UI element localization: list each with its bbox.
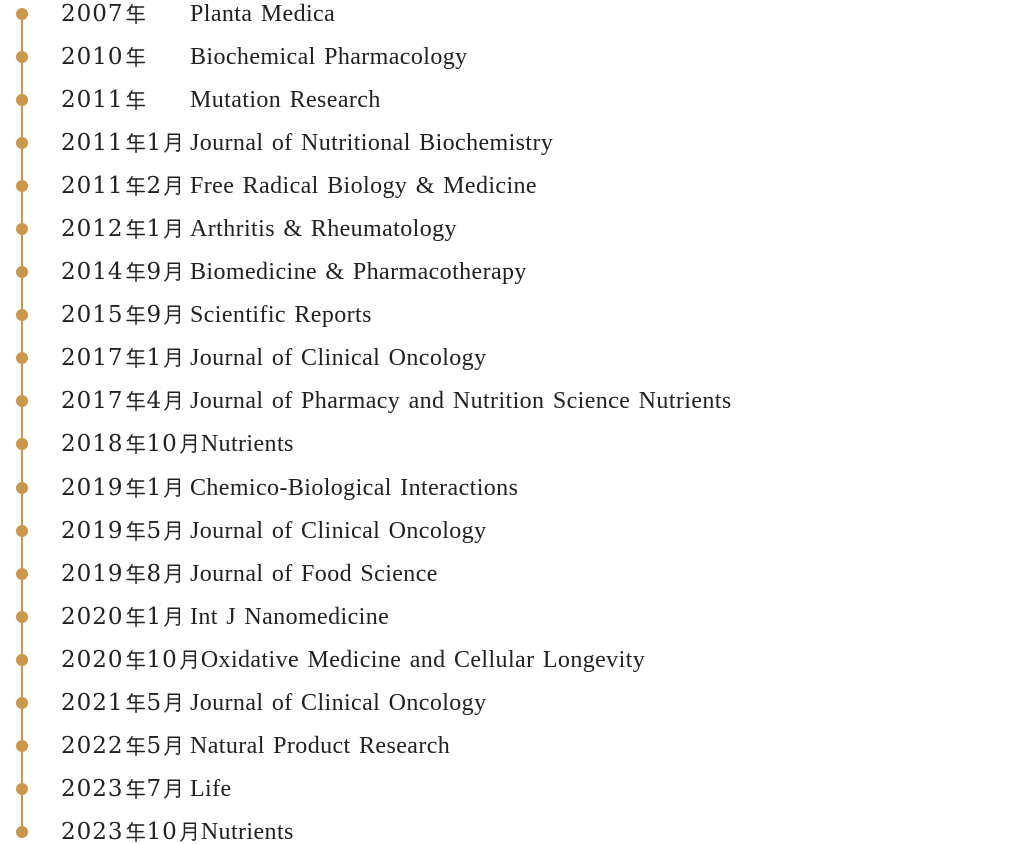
timeline-entry (0, 164, 1028, 207)
timeline-entry (0, 552, 1028, 595)
timeline-entry (0, 380, 1028, 423)
entry-journal: Journal of Food Science (190, 560, 438, 587)
month-character-icon (179, 649, 200, 670)
date-number: 9 (146, 302, 163, 329)
timeline-entry (0, 337, 1028, 380)
month-character-icon (163, 347, 184, 368)
date-number: 2018 (61, 431, 124, 458)
timeline-dot (16, 482, 28, 494)
timeline-entry (0, 509, 1028, 552)
entry-date (61, 389, 190, 413)
month-character-icon (163, 563, 184, 584)
month-character-icon (163, 261, 184, 282)
timeline-dot (16, 697, 28, 709)
timeline-entry (0, 423, 1028, 466)
year-character-icon (125, 89, 146, 110)
entry-journal: Biochemical Pharmacology (190, 43, 468, 70)
year-character-icon (125, 606, 146, 627)
year-character-icon (125, 46, 146, 67)
timeline-dot (16, 395, 28, 407)
timeline-dot (16, 352, 28, 364)
entry-journal: Journal of Pharmacy and Nutrition Science Nutrients (190, 388, 732, 415)
date-number: 1 (146, 474, 163, 501)
year-character-icon (125, 218, 146, 239)
timeline-dot (16, 94, 28, 106)
date-number: 2007 (61, 0, 124, 27)
month-character-icon (163, 606, 184, 627)
date-number: 5 (146, 690, 163, 717)
date-number: 2011 (61, 86, 124, 113)
entry-date (61, 476, 190, 500)
date-number: 1 (146, 129, 163, 156)
month-character-icon (163, 132, 184, 153)
entry-journal: Oxidative Medicine and Cellular Longevity (200, 646, 646, 673)
date-number: 10 (146, 431, 178, 458)
timeline-entry (0, 294, 1028, 337)
entry-journal: Natural Product Research (190, 733, 451, 760)
entry-date (61, 131, 190, 155)
entry-journal: Int J Nanomedicine (190, 603, 390, 630)
timeline-entry (0, 595, 1028, 638)
date-number: 10 (146, 819, 178, 844)
timeline-dot (16, 266, 28, 278)
entry-date (61, 734, 190, 758)
timeline-entry (0, 768, 1028, 811)
entry-date (61, 820, 201, 844)
date-number: 5 (146, 733, 163, 760)
timeline-dot (16, 783, 28, 795)
date-number: 2011 (61, 172, 124, 199)
entry-journal: Mutation Research (190, 86, 381, 113)
timeline-entry (0, 638, 1028, 681)
date-number: 2017 (61, 345, 124, 372)
entry-journal: Nutrients (200, 819, 294, 844)
timeline-dot (16, 309, 28, 321)
date-number: 10 (146, 646, 178, 673)
date-number: 2015 (61, 302, 124, 329)
entry-date (61, 432, 201, 456)
timeline-dot (16, 611, 28, 623)
entry-date (61, 691, 190, 715)
year-character-icon (125, 390, 146, 411)
entry-date (61, 2, 190, 26)
timeline-dot (16, 826, 28, 838)
entry-journal: Life (190, 776, 232, 803)
year-character-icon (125, 347, 146, 368)
year-character-icon (125, 175, 146, 196)
timeline-entry (0, 0, 1028, 35)
month-character-icon (163, 735, 184, 756)
timeline-entry (0, 725, 1028, 768)
timeline-dot (16, 525, 28, 537)
date-number: 1 (146, 216, 163, 243)
date-number: 2011 (61, 129, 124, 156)
timeline-entry (0, 251, 1028, 294)
date-number: 2014 (61, 259, 124, 286)
date-number: 2010 (61, 43, 124, 70)
year-character-icon (125, 692, 146, 713)
entry-date (61, 174, 190, 198)
timeline-entry (0, 207, 1028, 250)
timeline-entry (0, 121, 1028, 164)
date-number: 1 (146, 603, 163, 630)
year-character-icon (125, 132, 146, 153)
date-number: 2020 (61, 603, 124, 630)
entry-journal: Journal of Clinical Oncology (190, 690, 487, 717)
date-number: 2 (146, 172, 163, 199)
entry-date (61, 88, 190, 112)
entry-journal: Free Radical Biology & Medicine (190, 172, 537, 199)
timeline-entry (0, 35, 1028, 78)
timeline-dot (16, 137, 28, 149)
timeline-entry (0, 466, 1028, 509)
year-character-icon (125, 477, 146, 498)
date-number: 8 (146, 560, 163, 587)
date-number: 4 (146, 388, 163, 415)
timeline-dot (16, 51, 28, 63)
year-character-icon (125, 821, 146, 842)
date-number: 2019 (61, 560, 124, 587)
month-character-icon (163, 175, 184, 196)
timeline-dot (16, 438, 28, 450)
timeline-entry (0, 811, 1028, 844)
year-character-icon (125, 778, 146, 799)
year-character-icon (125, 735, 146, 756)
timeline-dot (16, 223, 28, 235)
year-character-icon (125, 304, 146, 325)
entry-journal: Journal of Clinical Oncology (190, 517, 487, 544)
timeline-entry (0, 78, 1028, 121)
timeline-dot (16, 654, 28, 666)
entry-journal: Nutrients (200, 431, 294, 458)
date-number: 5 (146, 517, 163, 544)
date-number: 2019 (61, 517, 124, 544)
date-number: 7 (146, 776, 163, 803)
month-character-icon (179, 433, 200, 454)
month-character-icon (163, 477, 184, 498)
month-character-icon (163, 778, 184, 799)
month-character-icon (179, 821, 200, 842)
year-character-icon (125, 563, 146, 584)
entry-date (61, 605, 190, 629)
date-number: 2023 (61, 776, 124, 803)
timeline-dot (16, 740, 28, 752)
entry-date (61, 45, 190, 69)
entry-journal: Scientific Reports (190, 302, 372, 329)
entry-date (61, 217, 190, 241)
entry-date (61, 303, 190, 327)
entry-date (61, 260, 190, 284)
entry-date (61, 562, 190, 586)
timeline-dot (16, 180, 28, 192)
year-character-icon (125, 649, 146, 670)
year-character-icon (125, 261, 146, 282)
timeline-entry (0, 682, 1028, 725)
entry-date (61, 648, 201, 672)
year-character-icon (125, 433, 146, 454)
entry-journal: Planta Medica (190, 0, 336, 27)
month-character-icon (163, 390, 184, 411)
date-number: 2020 (61, 646, 124, 673)
timeline-dot (16, 8, 28, 20)
timeline-dot (16, 568, 28, 580)
date-number: 2019 (61, 474, 124, 501)
entry-date (61, 346, 190, 370)
year-character-icon (125, 3, 146, 24)
date-number: 2012 (61, 216, 124, 243)
month-character-icon (163, 692, 184, 713)
entry-journal: Chemico-Biological Interactions (190, 474, 519, 501)
year-character-icon (125, 520, 146, 541)
date-number: 2021 (61, 690, 124, 717)
entry-journal: Journal of Clinical Oncology (190, 345, 487, 372)
month-character-icon (163, 520, 184, 541)
date-number: 2022 (61, 733, 124, 760)
month-character-icon (163, 304, 184, 325)
entry-date (61, 777, 190, 801)
entry-date (61, 519, 190, 543)
month-character-icon (163, 218, 184, 239)
date-number: 2017 (61, 388, 124, 415)
date-number: 9 (146, 259, 163, 286)
date-number: 1 (146, 345, 163, 372)
entry-journal: Biomedicine & Pharmacotherapy (190, 259, 527, 286)
entry-journal: Journal of Nutritional Biochemistry (190, 129, 554, 156)
entry-journal: Arthritis & Rheumatology (190, 216, 457, 243)
date-number: 2023 (61, 819, 124, 844)
